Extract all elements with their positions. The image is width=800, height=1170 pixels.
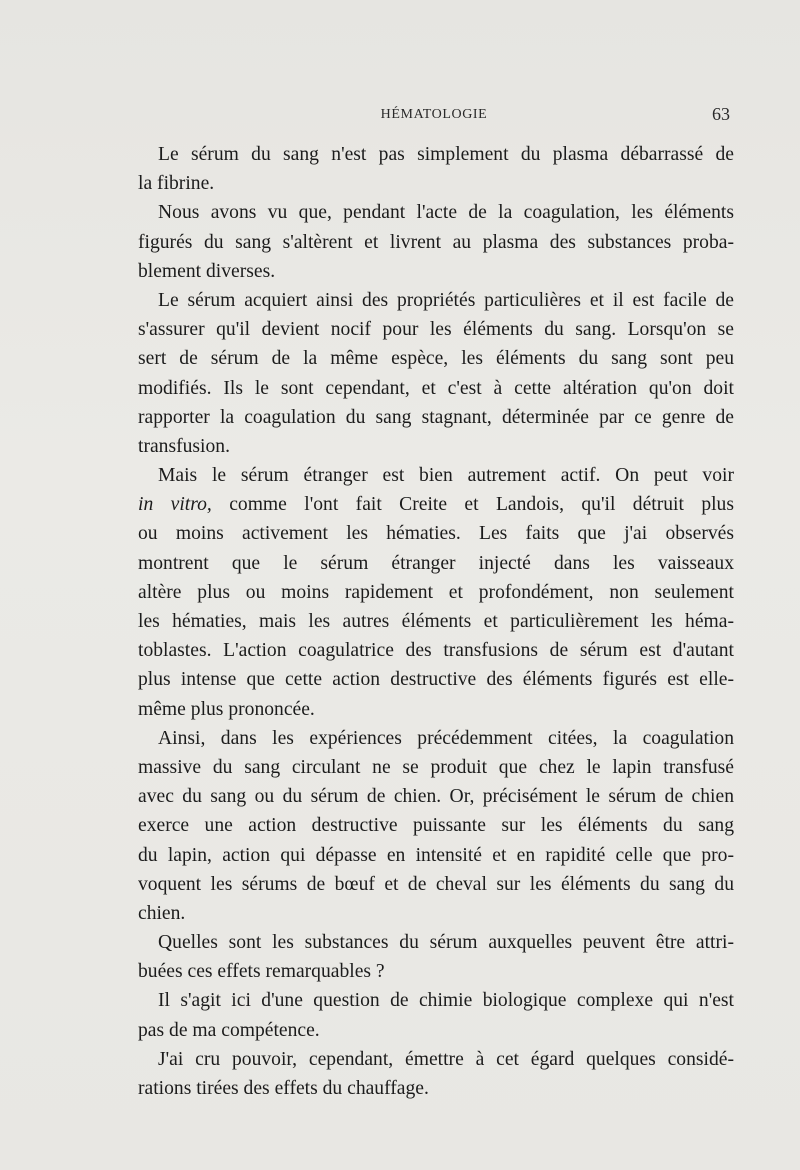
text-line: pas de ma compétence.	[138, 1019, 320, 1041]
paragraph-3	[138, 286, 734, 461]
paragraph-4	[138, 461, 734, 724]
text-line: chien.	[138, 902, 186, 924]
text-line: Le sérum du sang n'est pas simplement du plasma débarrassé de	[158, 144, 734, 165]
text-line: du lapin, action qui dépasse en intensité et en rapidité celle que pro-	[138, 844, 734, 866]
text-line: sert de sérum de la même espèce, les éléments du sang sont peu	[138, 348, 734, 370]
text-line: la fibrine.	[138, 173, 215, 195]
paragraph-1	[138, 140, 734, 198]
text-line: blement diverses.	[138, 260, 276, 282]
paragraph-5	[138, 724, 734, 928]
text-line: ou moins activement les hématies. Les faits que j'ai observés	[138, 523, 734, 545]
text-line: Quelles sont les substances du sérum auxquelles peuvent être attri-	[158, 932, 734, 954]
text-line: avec du sang ou du sérum de chien. Or, précisément le sérum de chien	[138, 786, 734, 808]
text-line: exerce une action destructive puissante sur les éléments du sang	[138, 815, 734, 837]
text-line-rest: comme l'ont fait Creite et Landois, qu'il détruit plus	[229, 494, 734, 516]
text-line: figurés du sang s'altèrent et livrent au plasma des substances proba-	[138, 231, 734, 253]
text-line: buées ces effets remarquables ?	[138, 961, 385, 983]
italic-phrase: in vitro,	[138, 494, 212, 516]
text-line: même plus prononcée.	[138, 698, 315, 720]
text-line: plus intense que cette action destructive des éléments figurés est elle-	[138, 669, 734, 691]
text-line: altère plus ou moins rapidement et profondément, non seulement	[138, 581, 734, 603]
text-line: Le sérum acquiert ainsi des propriétés particulières et il est facile de	[158, 289, 734, 311]
text-line: J'ai cru pouvoir, cependant, émettre à cet égard quelques considé-	[158, 1048, 734, 1070]
text-line: toblastes. L'action coagulatrice des transfusions de sérum est d'autant	[138, 640, 734, 662]
paragraph-8	[138, 1045, 734, 1103]
paragraph-6	[138, 928, 734, 986]
text-line: rations tirées des effets du chauffage.	[138, 1078, 429, 1099]
text-line: s'assurer qu'il devient nocif pour les éléments du sang. Lorsqu'on se	[138, 319, 734, 341]
text-line: Il s'agit ici d'une question de chimie biologique complexe qui n'est	[158, 990, 734, 1012]
text-line: massive du sang circulant ne se produit que chez le lapin transfusé	[138, 756, 734, 778]
paragraph-7	[138, 986, 734, 1044]
text-line: montrent que le sérum étranger injecté dans les vaisseaux	[138, 552, 734, 574]
paragraph-2	[138, 198, 734, 286]
page-number: 63	[712, 104, 730, 124]
text-line: voquent les sérums de bœuf et de cheval sur les éléments du sang du	[138, 873, 734, 895]
text-line: Ainsi, dans les expériences précédemment citées, la coagulation	[158, 727, 734, 749]
text-line: Mais le sérum étranger est bien autrement actif. On peut voir	[158, 465, 734, 487]
text-line: transfusion.	[138, 435, 230, 457]
page-header	[138, 104, 730, 126]
text-line: les hématies, mais les autres éléments et particulièrement les héma-	[138, 611, 734, 632]
text-line: rapporter la coagulation du sang stagnant, déterminée par ce genre de	[138, 406, 734, 428]
body-text	[138, 140, 734, 1103]
running-title: HÉMATOLOGIE	[380, 107, 488, 122]
text-line: modifiés. Ils le sont cependant, et c'est à cette altération qu'on doit	[138, 377, 734, 399]
text-line: Nous avons vu que, pendant l'acte de la coagulation, les éléments	[158, 202, 734, 224]
text-line-italic-lead	[138, 490, 734, 519]
